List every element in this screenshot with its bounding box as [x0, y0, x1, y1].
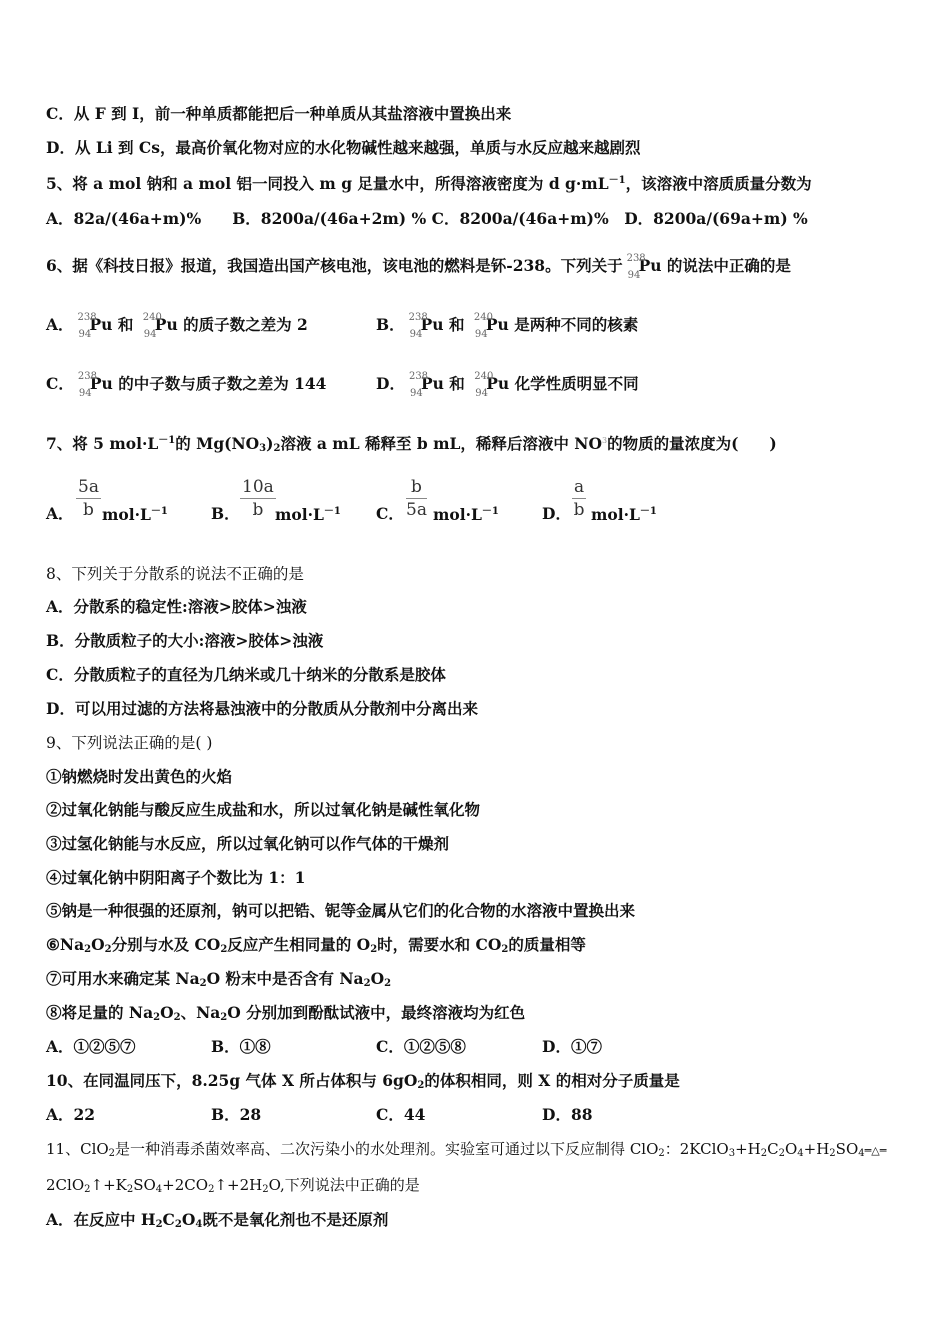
q11-l2c: SO	[133, 1176, 156, 1194]
option-label: D．	[376, 374, 405, 393]
sub: 2	[220, 944, 228, 955]
isotope-z: 94	[475, 388, 488, 399]
q5-stem-sup: －1	[608, 175, 626, 186]
sub: 2	[778, 1148, 785, 1159]
q11-equation-line	[46, 1174, 420, 1195]
isotope-z: 94	[627, 270, 641, 281]
q11-g: +H	[803, 1140, 830, 1158]
pu-symbol: Pu	[420, 374, 444, 393]
q11-l2f: O,下列说法中正确的是	[268, 1176, 420, 1194]
q11-h: SO	[835, 1140, 859, 1158]
s6-e: 时，需要水和 CO	[377, 935, 502, 954]
sub: 2	[126, 1184, 134, 1195]
q6-option-b	[376, 312, 639, 340]
q11-option-a	[46, 1208, 388, 1230]
sub: 2	[501, 944, 509, 955]
sub: 4	[195, 1219, 203, 1230]
q10-option-d: D．88	[542, 1105, 593, 1124]
fraction-numerator: a	[574, 477, 585, 497]
sub: 2	[220, 1012, 228, 1023]
fraction-numerator: 10a	[242, 477, 274, 497]
unit-sup: －1	[639, 506, 657, 517]
q5-stem-text: 5、将 a mol 钠和 a mol 铝一同投入 m g 足量水中，所得溶液密度为 d g·mL	[46, 174, 609, 193]
q7-sub3: 3	[259, 443, 267, 454]
q5-options: A．82a/(46a+m)% B．8200a/(46a+2m) % C．8200a/(46a+m)% D．8200a/(69a+m) %	[46, 209, 808, 228]
isotope-z: 94	[78, 329, 92, 340]
pu-symbol: Pu	[486, 374, 510, 393]
isotope-mass: 238	[408, 312, 428, 323]
unit-sup: －1	[323, 506, 341, 517]
isotope-mass: 238	[77, 371, 97, 382]
q11-l2e: ↑+2H	[214, 1176, 263, 1194]
option-text: 化学性质明显不同	[514, 374, 639, 393]
fraction-denominator: b	[83, 500, 94, 520]
q5-stem-end: ，该溶液中溶质质量分数为	[625, 174, 812, 193]
q7-option-a-unit	[102, 502, 168, 524]
q9-option-d: D．①⑦	[542, 1037, 602, 1056]
q9-statement-2: ②过氧化钠能与酸反应生成盐和水，所以过氧化钠是碱性氧化物	[46, 800, 481, 819]
q8-option-d: D．可以用过滤的方法将悬浊液中的分散质从分散剂中分离出来	[46, 699, 478, 718]
q11-opt-a-c: O	[181, 1210, 196, 1229]
sub: 4	[797, 1148, 804, 1159]
q7-stem-c: )	[266, 434, 274, 453]
q11-e: C	[767, 1140, 779, 1158]
q7-option-d-label: D．	[542, 504, 571, 523]
q7-option-a-label: A．	[46, 504, 74, 523]
s6-d: 反应产生相同量的 O	[227, 935, 371, 954]
s7-c: O	[370, 969, 385, 988]
q7-sup: －1	[158, 435, 176, 446]
q7-option-b-unit	[275, 502, 341, 524]
q6-stem	[46, 253, 791, 281]
q6-option-a	[46, 312, 308, 340]
conj: 和	[448, 315, 465, 334]
q9-stem: 9、下列说法正确的是( )	[46, 734, 213, 752]
isotope-mass: 238	[77, 312, 97, 323]
sub: 2	[104, 944, 112, 955]
q11-l2a: 2ClO	[46, 1176, 85, 1194]
isotope-z: 94	[474, 329, 488, 340]
q7-option-d-unit	[591, 502, 657, 524]
sub: 2	[153, 1012, 161, 1023]
sub: 2	[84, 1184, 91, 1195]
q10-stem-b: 的体积相同，则 X 的相对分子质量是	[424, 1071, 680, 1090]
q10-option-c: C．44	[376, 1105, 426, 1124]
s6-c: 分别与水及 CO	[111, 935, 221, 954]
q9-statement-5: ⑤钠是一种很强的还原剂，钠可以把锆、铌等金属从它们的化合物的水溶液中置换出来	[46, 901, 636, 920]
s8-b: O	[160, 1003, 174, 1022]
unit-text: mol·L	[275, 505, 324, 524]
q8-option-a: A．分散系的稳定性:溶液>胶体>浊液	[46, 597, 307, 616]
fraction-denominator: 5a	[406, 500, 427, 520]
q9-statement-7	[46, 967, 391, 989]
fraction-numerator: 5a	[78, 477, 99, 497]
sub: 2	[658, 1148, 665, 1159]
sub: 4	[858, 1148, 865, 1159]
option-label: B．	[376, 315, 405, 334]
sub: 2	[829, 1148, 836, 1159]
option-label: A．	[46, 315, 74, 334]
pu-symbol: Pu	[89, 374, 113, 393]
q11-l2b: ↑+K	[90, 1176, 127, 1194]
s6-a: ⑥Na	[46, 935, 85, 954]
unit-sup: －1	[150, 506, 168, 517]
isotope-z: 94	[409, 388, 423, 399]
sub: 2	[363, 978, 371, 989]
q6-stem-end: Pu 的说法中正确的是	[638, 256, 791, 275]
sub: 2	[208, 1184, 215, 1195]
q11-stem	[46, 1138, 886, 1159]
pu-symbol: Pu	[89, 315, 113, 334]
unit-sup: －1	[481, 506, 499, 517]
q8-stem: 8、下列关于分散系的说法不正确的是	[46, 565, 304, 583]
q8-option-b: B．分散质粒子的大小:溶液>胶体>浊液	[46, 631, 324, 650]
unit-text: mol·L	[433, 505, 482, 524]
q11-opt-a-d: 既不是氧化剂也不是还原剂	[202, 1210, 389, 1229]
conj: 和	[449, 374, 465, 393]
q9-option-b: B．①⑧	[211, 1037, 271, 1056]
q7-nitrate-sup: 3	[601, 436, 608, 445]
s6-b: O	[91, 935, 105, 954]
s8-a: ⑧将足量的 Na	[46, 1003, 154, 1022]
q10-stem-a: 10、在同温同压下，8.25g 气体 X 所占体积与 6gO	[46, 1071, 418, 1090]
s7-a: ⑦可用水来确定某 Na	[46, 969, 200, 988]
pu-symbol: Pu	[420, 315, 444, 334]
option-label: C．	[46, 374, 74, 393]
option-text: 的质子数之差为 2	[183, 315, 308, 334]
isotope-z: 94	[143, 329, 157, 340]
s8-c: 、Na	[180, 1003, 221, 1022]
heat-arrow: ═△═	[864, 1144, 887, 1157]
q10-option-a: A．22	[46, 1105, 96, 1124]
q8-option-c: C．分散质粒子的直径为几纳米或几十纳米的分散系是胶体	[46, 665, 446, 684]
sub: 3	[728, 1148, 736, 1159]
q11-opt-a-a: A．在反应中 H	[46, 1210, 156, 1229]
q9-statement-1: ①钠燃烧时发出黄色的火焰	[46, 767, 233, 786]
pu-symbol: Pu	[154, 315, 178, 334]
q11-a: 11、ClO	[46, 1140, 109, 1158]
conj: 和	[117, 315, 134, 334]
q10-stem	[46, 1069, 680, 1091]
q4-option-d: D．从 Li 到 Cs，最高价氧化物对应的水化物碱性越来越强，单质与水反应越来越剧烈	[46, 138, 641, 157]
q7-sub2: 2	[273, 443, 281, 454]
q7-stem-b: 的 Mg(NO	[175, 434, 260, 453]
q9-statement-6	[46, 933, 586, 955]
q6-stem-text: 6、据《科技日报》报道，我国造出国产核电池，该电池的燃料是钚-238。下列关于	[46, 256, 623, 275]
q7-option-c-label: C．	[376, 504, 404, 523]
sub: 2	[370, 944, 378, 955]
q7-option-a-fraction	[76, 476, 101, 521]
s6-f: 的质量相等	[508, 935, 586, 954]
q5-stem	[46, 171, 812, 194]
option-text: 的中子数与质子数之差为 144	[118, 374, 327, 393]
fraction-denominator: b	[252, 500, 264, 520]
fraction-denominator: b	[573, 500, 585, 520]
q7-stem-e: 的物质的量浓度为( )	[607, 434, 777, 453]
sub: 2	[108, 1148, 116, 1159]
pu-symbol: Pu	[485, 315, 509, 334]
fraction-numerator: b	[406, 476, 427, 499]
sub: 2	[417, 1080, 425, 1091]
isotope-mass: 240	[474, 371, 494, 382]
unit-text: mol·L	[102, 505, 151, 524]
q7-stem-d: 溶液 a mL 稀释至 b mL，稀释后溶液中 NO	[280, 434, 602, 453]
isotope-mass: 238	[408, 371, 429, 382]
q11-d: +H	[735, 1140, 761, 1158]
q11-l2d: +2CO	[162, 1176, 209, 1194]
q11-c: ：2KClO	[664, 1140, 729, 1158]
q7-option-b-label: B．	[211, 504, 240, 523]
q11-b: 是一种消毒杀菌效率高、二次污染小的水处理剂。实验室可通过以下反应制得 ClO	[115, 1140, 659, 1158]
q9-option-c: C．①②⑤⑧	[376, 1037, 466, 1056]
isotope-z: 94	[409, 329, 423, 340]
q7-option-d-fraction	[572, 476, 586, 521]
q7-stem	[46, 431, 777, 454]
q11-opt-a-b: C	[162, 1210, 175, 1229]
isotope-mass: 240	[142, 312, 162, 323]
isotope-mass: 240	[473, 312, 493, 323]
sub: 2	[262, 1184, 269, 1195]
q7-option-c-unit	[433, 502, 499, 524]
q4-option-c: C．从 F 到 I，前一种单质都能把后一种单质从其盐溶液中置换出来	[46, 104, 512, 123]
q7-option-b-fraction	[240, 476, 276, 521]
q9-statement-3: ③过氢化钠能与水反应，所以过氧化钠可以作气体的干燥剂	[46, 834, 450, 853]
sub: 2	[384, 978, 392, 989]
q9-statement-8	[46, 1001, 525, 1023]
sub: 2	[84, 944, 92, 955]
isotope-mass: 238	[626, 253, 646, 264]
sub: 2	[760, 1148, 768, 1159]
q9-statement-4: ④过氧化钠中阴阳离子个数比为 1：1	[46, 868, 306, 887]
q9-option-a: A．①②⑤⑦	[46, 1037, 136, 1056]
q10-option-b: B．28	[211, 1105, 262, 1124]
q6-option-d	[376, 371, 639, 399]
sub: 2	[173, 1012, 181, 1023]
s7-b: O 粉末中是否含有 Na	[206, 969, 364, 988]
sub: 2	[199, 978, 207, 989]
unit-text: mol·L	[591, 505, 640, 524]
q11-f: O	[784, 1140, 798, 1158]
sub: 2	[155, 1219, 163, 1230]
q7-stem-a: 7、将 5 mol·L	[46, 434, 159, 453]
q7-option-c-fraction	[406, 476, 427, 521]
option-text: 是两种不同的核素	[514, 315, 639, 334]
isotope-z: 94	[78, 388, 92, 399]
s8-d: O 分别加到酚酞试液中，最终溶液均为红色	[227, 1003, 526, 1022]
q6-option-c	[46, 371, 327, 399]
sub: 4	[155, 1184, 163, 1195]
sub: 2	[174, 1219, 182, 1230]
